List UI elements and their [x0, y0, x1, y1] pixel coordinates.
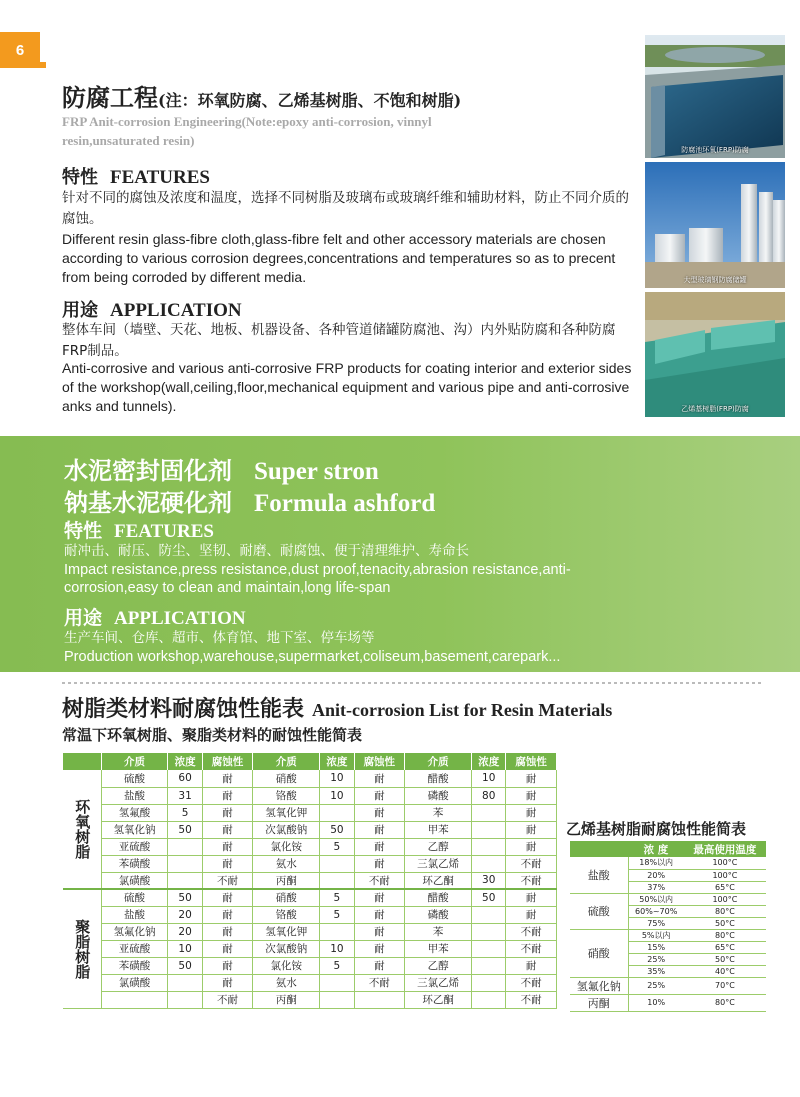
- table-cell: 50°C: [684, 953, 766, 965]
- table-cell: 40°C: [684, 965, 766, 977]
- table-cell: 20: [168, 923, 202, 940]
- table-cell: 磷酸: [405, 787, 472, 804]
- column-header: 介质: [101, 753, 168, 770]
- table-cell: 氨水: [253, 855, 320, 872]
- table-cell: 5: [320, 957, 354, 974]
- table-cell: 乙醇: [405, 838, 472, 855]
- table-cell: 31: [168, 787, 202, 804]
- table-cell: 75%: [628, 917, 684, 929]
- photo-caption: 防腐池环氧(FRP)防腐: [681, 146, 749, 154]
- table-cell: 20: [168, 906, 202, 923]
- table-cell: 硫酸: [101, 770, 168, 787]
- table-cell: 苯: [405, 923, 472, 940]
- features-en: FEATURES: [110, 167, 210, 188]
- table-cell: 盐酸: [101, 787, 168, 804]
- table-cell: [472, 838, 506, 855]
- table-cell: 18%以内: [628, 857, 684, 869]
- table-cell: [168, 855, 202, 872]
- table-cell: 耐: [506, 821, 557, 838]
- table-cell: 耐: [202, 974, 253, 991]
- g-features-en: FEATURES: [114, 521, 214, 542]
- table-cell: [472, 974, 506, 991]
- table-cell: 50°C: [684, 917, 766, 929]
- table-cell: 耐: [354, 940, 405, 957]
- table-row: [63, 957, 557, 974]
- resin-title-cn: 树脂类材料耐腐蚀性能表: [62, 696, 305, 722]
- table-cell: [320, 872, 354, 889]
- table-cell: 甲苯: [405, 821, 472, 838]
- table-cell: 耐: [506, 787, 557, 804]
- medium-label: 盐酸: [570, 857, 628, 893]
- table-cell: 耐: [202, 855, 253, 872]
- table-cell: 耐: [202, 770, 253, 787]
- title1-en: Super stron: [254, 458, 379, 485]
- application-heading: [62, 296, 242, 322]
- table-row: [63, 770, 557, 787]
- table-cell: 50: [168, 889, 202, 906]
- table-cell: 环乙酮: [405, 991, 472, 1008]
- column-header: 最高使用温度: [684, 841, 766, 857]
- page-number: 6: [0, 32, 40, 68]
- green-features-text-en: Impact resistance,press resistance,dust proof,tenacity,abrasion resistance,anti-corrosion,easy to clean and maintain,long life-span: [64, 562, 571, 596]
- table-row: [570, 994, 766, 1011]
- table-cell: 50: [168, 821, 202, 838]
- table-cell: 35%: [628, 965, 684, 977]
- table-cell: 50: [472, 889, 506, 906]
- table-cell: 50%以内: [628, 893, 684, 905]
- table-cell: 10: [320, 940, 354, 957]
- table-row: [63, 855, 557, 872]
- resin-table-subtitle: 常温下环氧树脂、聚脂类材料的耐蚀性能简表: [62, 726, 363, 744]
- table-cell: 10: [320, 770, 354, 787]
- table-cell: 60: [168, 770, 202, 787]
- table-cell: 65°C: [684, 881, 766, 893]
- table-cell: [472, 940, 506, 957]
- column-header: 浓度: [168, 753, 202, 770]
- table-row: [63, 872, 557, 889]
- table-cell: 苯: [405, 804, 472, 821]
- table-cell: 耐: [506, 957, 557, 974]
- table-cell: 耐: [202, 906, 253, 923]
- section-title-en: FRP Anit-corrosion Engineering(Note:epoxy anti-corrosion, vinnyl resin,unsaturated resin): [62, 114, 432, 148]
- table-row: [570, 857, 766, 869]
- resin-table-title: [62, 692, 612, 723]
- photo-anticorrosion-pool: [645, 35, 785, 158]
- table-cell: 不耐: [506, 991, 557, 1008]
- table-cell: 5: [320, 889, 354, 906]
- table-cell: 30: [472, 872, 506, 889]
- application-cn: 用途: [62, 300, 98, 321]
- table-cell: 硝酸: [253, 770, 320, 787]
- table-cell: [168, 974, 202, 991]
- title1-cn: 水泥密封固化剂: [64, 456, 232, 485]
- table-cell: 乙醇: [405, 957, 472, 974]
- green-features-text-cn: 耐冲击、耐压、防尘、坚韧、耐磨、耐腐蚀、便于清理维护、寿命长: [64, 543, 469, 559]
- table-cell: 100°C: [684, 869, 766, 881]
- table-cell: [320, 855, 354, 872]
- table-cell: 耐: [506, 838, 557, 855]
- table-cell: 氨水: [253, 974, 320, 991]
- table-cell: [472, 821, 506, 838]
- table-cell: 不耐: [506, 974, 557, 991]
- column-header: [570, 841, 628, 857]
- vinyl-resin-table: [570, 841, 766, 1012]
- table-row: [570, 977, 766, 994]
- table-cell: 三氯乙烯: [405, 855, 472, 872]
- table-cell: [472, 991, 506, 1008]
- table-cell: 耐: [202, 804, 253, 821]
- green-features-heading: [64, 516, 214, 543]
- vinyl-table-title: 乙烯基树脂耐腐蚀性能简表: [566, 820, 747, 838]
- photo-caption: 大型玻璃钢防腐储罐: [683, 276, 747, 284]
- table-cell: 硫酸: [101, 889, 168, 906]
- table-cell: 80°C: [684, 929, 766, 941]
- table-cell: 25%: [628, 953, 684, 965]
- table-cell: 醋酸: [405, 889, 472, 906]
- column-header: 腐蚀性: [354, 753, 405, 770]
- photo-vinyl-resin: [645, 292, 785, 417]
- column-header: 介质: [405, 753, 472, 770]
- table-cell: [472, 804, 506, 821]
- table-cell: 磷酸: [405, 906, 472, 923]
- table-cell: [168, 872, 202, 889]
- green-application-text-en: Production workshop,warehouse,supermarket,coliseum,basement,carepark...: [64, 649, 561, 665]
- table-cell: 37%: [628, 881, 684, 893]
- table-cell: 80°C: [684, 994, 766, 1011]
- table-row: [63, 940, 557, 957]
- table-row: [63, 787, 557, 804]
- table-cell: 耐: [202, 940, 253, 957]
- pool-illustration: [645, 35, 785, 158]
- table-row: [63, 923, 557, 940]
- table-cell: [168, 838, 202, 855]
- column-header: 腐蚀性: [506, 753, 557, 770]
- table-cell: 不耐: [354, 872, 405, 889]
- vinyl-pool-illustration: [645, 292, 785, 417]
- table-cell: [320, 923, 354, 940]
- table-cell: 耐: [354, 838, 405, 855]
- g-application-en: APPLICATION: [114, 608, 246, 629]
- green-application-heading: [64, 603, 246, 630]
- table-cell: [472, 855, 506, 872]
- table-cell: 三氯乙烯: [405, 974, 472, 991]
- table-cell: 10%: [628, 994, 684, 1011]
- table-cell: 次氯酸钠: [253, 821, 320, 838]
- table-row: [63, 821, 557, 838]
- table-cell: 耐: [202, 889, 253, 906]
- table-cell: 不耐: [506, 923, 557, 940]
- g-application-cn: 用途: [64, 607, 103, 629]
- table-cell: [472, 957, 506, 974]
- table-cell: 耐: [506, 770, 557, 787]
- table-cell: 丙酮: [253, 991, 320, 1008]
- table-cell: 耐: [506, 804, 557, 821]
- table-cell: 氢氧化钾: [253, 923, 320, 940]
- table-cell: 耐: [354, 855, 405, 872]
- table-cell: 耐: [354, 787, 405, 804]
- table-cell: [320, 974, 354, 991]
- table-cell: [101, 991, 168, 1008]
- table-row: [63, 991, 557, 1008]
- table-cell: 硝酸: [253, 889, 320, 906]
- table-row: [570, 893, 766, 905]
- title2-cn: 钠基水泥硬化剂: [64, 488, 232, 517]
- table-cell: 100°C: [684, 893, 766, 905]
- medium-label: 硝酸: [570, 929, 628, 977]
- table-cell: 10: [472, 770, 506, 787]
- corner-cell: [63, 753, 101, 770]
- table-cell: [168, 991, 202, 1008]
- column-header: 浓度: [472, 753, 506, 770]
- photo-caption: 乙烯基树脂(FRP)防腐: [681, 405, 749, 413]
- table-cell: 80°C: [684, 905, 766, 917]
- application-en: APPLICATION: [110, 300, 242, 321]
- table-cell: 耐: [354, 770, 405, 787]
- table-cell: 不耐: [506, 872, 557, 889]
- table-cell: 铬酸: [253, 787, 320, 804]
- resin-title-en: Anit-corrosion List for Resin Materials: [312, 700, 613, 720]
- features-text-cn: 针对不同的腐蚀及浓度和温度，选择不同树脂及玻璃布或玻璃纤维和辅助材料，防止不同介质的腐蚀。: [62, 190, 629, 227]
- table-cell: 耐: [202, 923, 253, 940]
- g-features-cn: 特性: [64, 520, 103, 542]
- table-cell: 50: [168, 957, 202, 974]
- photo-storage-tanks: [645, 162, 785, 288]
- epoxy-polyester-table: [63, 753, 557, 1009]
- title2-en: Formula ashford: [254, 490, 436, 517]
- table-row: [570, 929, 766, 941]
- table-cell: 15%: [628, 941, 684, 953]
- table-cell: 醋酸: [405, 770, 472, 787]
- table-cell: 耐: [354, 804, 405, 821]
- table-cell: 甲苯: [405, 940, 472, 957]
- table-cell: 耐: [202, 787, 253, 804]
- table-cell: 10: [320, 787, 354, 804]
- table-cell: 25%: [628, 977, 684, 994]
- table-cell: 20%: [628, 869, 684, 881]
- group-label: 环氧树脂: [63, 770, 101, 889]
- table-cell: 环乙酮: [405, 872, 472, 889]
- table-cell: 耐: [354, 957, 405, 974]
- table-row: [63, 838, 557, 855]
- table-cell: 80: [472, 787, 506, 804]
- table-cell: 65°C: [684, 941, 766, 953]
- table-cell: 盐酸: [101, 906, 168, 923]
- table-cell: [354, 991, 405, 1008]
- table-cell: 氯磺酸: [101, 974, 168, 991]
- table-cell: 70°C: [684, 977, 766, 994]
- table-cell: 氢氟化钠: [101, 923, 168, 940]
- table-cell: 不耐: [506, 855, 557, 872]
- table-row: [63, 804, 557, 821]
- table-cell: 次氯酸钠: [253, 940, 320, 957]
- table-cell: 亚硫酸: [101, 838, 168, 855]
- table-cell: 氯化铵: [253, 838, 320, 855]
- table-cell: 氢氧化钾: [253, 804, 320, 821]
- table-cell: 60%~70%: [628, 905, 684, 917]
- title-note: (注：环氧防腐、乙烯基树脂、不饱和树脂): [158, 91, 462, 110]
- table-cell: 5: [320, 906, 354, 923]
- table-cell: 耐: [506, 906, 557, 923]
- column-header: 腐蚀性: [202, 753, 253, 770]
- table-row: [63, 906, 557, 923]
- table-cell: 不耐: [506, 940, 557, 957]
- table-cell: [320, 991, 354, 1008]
- product-title-1: [64, 451, 379, 486]
- title-text: 防腐工程: [62, 83, 158, 112]
- medium-label: 丙酮: [570, 994, 628, 1011]
- divider: [62, 682, 762, 684]
- table-cell: [320, 804, 354, 821]
- table-cell: 不耐: [354, 974, 405, 991]
- features-cn: 特性: [62, 167, 98, 188]
- tanks-illustration: [645, 162, 785, 288]
- section-title: [62, 78, 461, 113]
- table-cell: 耐: [202, 821, 253, 838]
- table-cell: 耐: [354, 923, 405, 940]
- table-cell: 丙酮: [253, 872, 320, 889]
- table-cell: 苯磺酸: [101, 855, 168, 872]
- table-cell: 耐: [354, 906, 405, 923]
- table-cell: 不耐: [202, 872, 253, 889]
- group-label: 聚脂树脂: [63, 889, 101, 1008]
- table-cell: 耐: [506, 889, 557, 906]
- table-cell: [472, 906, 506, 923]
- table-row: [63, 974, 557, 991]
- column-header: 浓 度: [628, 841, 684, 857]
- table-cell: 耐: [354, 821, 405, 838]
- medium-label: 氢氟化钠: [570, 977, 628, 994]
- column-header: 浓度: [320, 753, 354, 770]
- table-cell: [472, 923, 506, 940]
- table-cell: 铬酸: [253, 906, 320, 923]
- table-cell: 5: [168, 804, 202, 821]
- table-cell: 氢氧化钠: [101, 821, 168, 838]
- table-cell: 耐: [202, 957, 253, 974]
- column-header: 介质: [253, 753, 320, 770]
- page-number-accent: [40, 62, 46, 68]
- table-cell: 不耐: [202, 991, 253, 1008]
- table-cell: 耐: [354, 889, 405, 906]
- table-cell: 100°C: [684, 857, 766, 869]
- product-title-2: [64, 483, 435, 518]
- features-heading: [62, 163, 210, 189]
- application-text-en: Anti-corrosive and various anti-corrosive FRP products for coating interior and exterior sides of the workshop(wall,ceiling,floor,mechanical equipment and various pipe and anti-corrosive anks and tunnels).: [62, 360, 632, 414]
- table-cell: 10: [168, 940, 202, 957]
- table-cell: 氯磺酸: [101, 872, 168, 889]
- table-cell: 氯化铵: [253, 957, 320, 974]
- features-text-en: Different resin glass-fibre cloth,glass-fibre felt and other accessory materials are chosen according to various corrosion degrees,concentrations and temperatures so as to precent from being corroded by different media.: [62, 231, 616, 285]
- table-row: [63, 889, 557, 906]
- application-text-cn: 整体车间（墙壁、天花、地板、机器设备、各种管道储罐防腐池、沟）内外贴防腐和各种防腐FRP制品。: [62, 322, 616, 359]
- table-cell: 氢氟酸: [101, 804, 168, 821]
- table-cell: 亚硫酸: [101, 940, 168, 957]
- table-cell: 耐: [202, 838, 253, 855]
- table-cell: 50: [320, 821, 354, 838]
- green-application-text-cn: 生产车间、仓库、超市、体育馆、地下室、停车场等: [64, 630, 375, 646]
- medium-label: 硫酸: [570, 893, 628, 929]
- table-cell: 5%以内: [628, 929, 684, 941]
- table-cell: 苯磺酸: [101, 957, 168, 974]
- table-cell: 5: [320, 838, 354, 855]
